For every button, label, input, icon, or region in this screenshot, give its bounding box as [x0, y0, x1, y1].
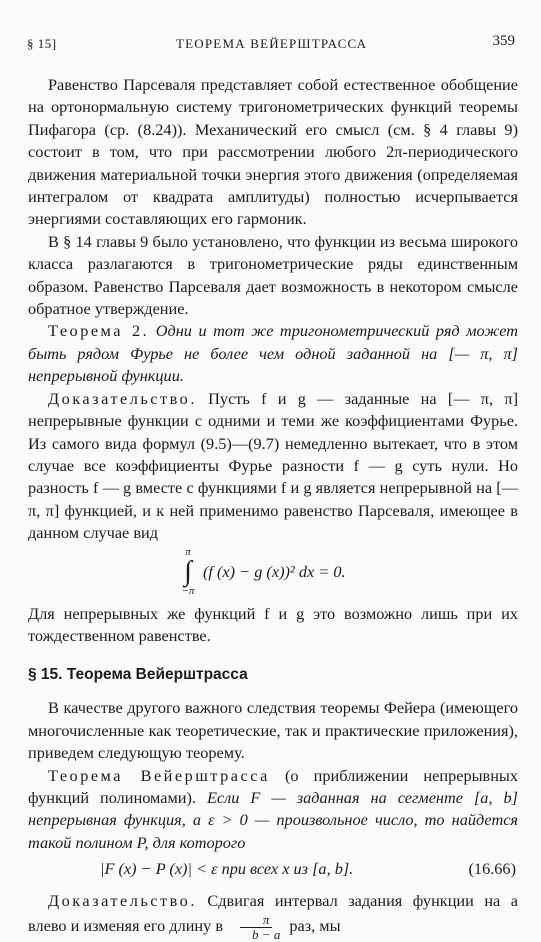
proof-1-label: Доказательство. — [48, 388, 197, 408]
paragraph-fejer-consequence: В качестве другого важного следствия теоремы Фейера (имеющего многочисленные как теоретические, так и практические приложения), приведем следующую теорему. — [28, 698, 518, 763]
integral-upper-limit: π — [185, 545, 191, 558]
theorem-weierstrass — [28, 765, 518, 855]
theorem-2 — [28, 320, 518, 387]
paragraph-uniqueness: В § 14 главы 9 было установлено, что функции из весьма широкого класса разлагаются в тригонометрические ряды единственным образом. Равенство Парсеваля дает возможность в некотором смысле обратное утверждение. — [28, 231, 518, 319]
theorem-2-label: Теорема 2. — [48, 321, 150, 341]
page-body — [28, 74, 518, 942]
proof-2 — [28, 890, 518, 941]
integral-symbol: ∫ — [184, 555, 192, 587]
theorem-weierstrass-text: Если F — заданная на сегменте [a, b] непрерывная функция, а ε > 0 — произвольное число, то найдется такой полином P, для которого — [28, 787, 518, 852]
fraction-pi-over-interval — [229, 913, 283, 942]
paragraph-conclusion: Для непрерывных же функций f и g это возможно лишь при их тождественном равенстве. — [28, 603, 518, 645]
proof-2-text-b: раз, мы — [289, 915, 341, 935]
theorem-2-text: Одни и тот же тригонометрический ряд может быть рядом Фурье не более чем одной заданной на [— π, π] непрерывной функции. — [28, 321, 518, 386]
integral-integrand: (f (x) − g (x))² dx = 0. — [203, 561, 346, 581]
theorem-weierstrass-paren: (о приближении непрерывных функций полиномами). — [28, 765, 519, 807]
equation-16-66 — [28, 854, 518, 884]
fraction-denominator: b − a — [252, 926, 281, 942]
equation-body: |F (x) − P (x)| < ε при всех x из [a, b]. — [100, 859, 354, 879]
page-number: 359 — [492, 33, 515, 49]
integral-formula — [28, 545, 518, 603]
section-heading: § 15. Теорема Вейерштрасса — [28, 666, 248, 684]
theorem-weierstrass-label: Теорема Вейерштрасса — [48, 765, 270, 785]
proof-1 — [28, 388, 518, 545]
proof-2-text-a: Сдвигая интервал задания функции на a влево и изменяя его длину в — [28, 891, 518, 935]
equation-number: (16.66) — [468, 859, 516, 879]
proof-2-label: Доказательство. — [48, 891, 197, 911]
header-section-ref: § 15] — [27, 36, 57, 51]
paragraph-parseval-meaning: Равенство Парсеваля представляет собой естественное обобщение на ортонормальную систему тригонометрических функций теоремы Пифагора (ср. (8.24)). Механический его смысл (см. § 4 главы 9) состоит в том, что при рассмотрении любого 2π-периодического движения материальной точки энергия этого движения (определяемая интегралом от квадрата амплитуды) полностью исчерпывается энергиями составляющих его гармоник. — [28, 75, 518, 229]
header-title: ТЕОРЕМА ВЕЙЕРШТРАССА — [176, 36, 368, 51]
integral-sign — [178, 547, 198, 597]
integral-lower-limit: −π — [181, 584, 195, 597]
proof-1-text: Пусть f и g — заданные на [— π, π] непрерывные функции с одними и теми же коэффициентами Фурье. Из самого вида формул (9.5)—(9.7) немедленно вытекает, что в этом случае все коэффициенты Фурье разности f — g суть нули. Но разность f — g вместе с функциями f и g является непрерывной на [— π, π] функцией, и к ней применимо равенство Парсеваля, имеющее в данном случае вид — [28, 388, 518, 543]
fraction-numerator: π — [240, 913, 273, 928]
